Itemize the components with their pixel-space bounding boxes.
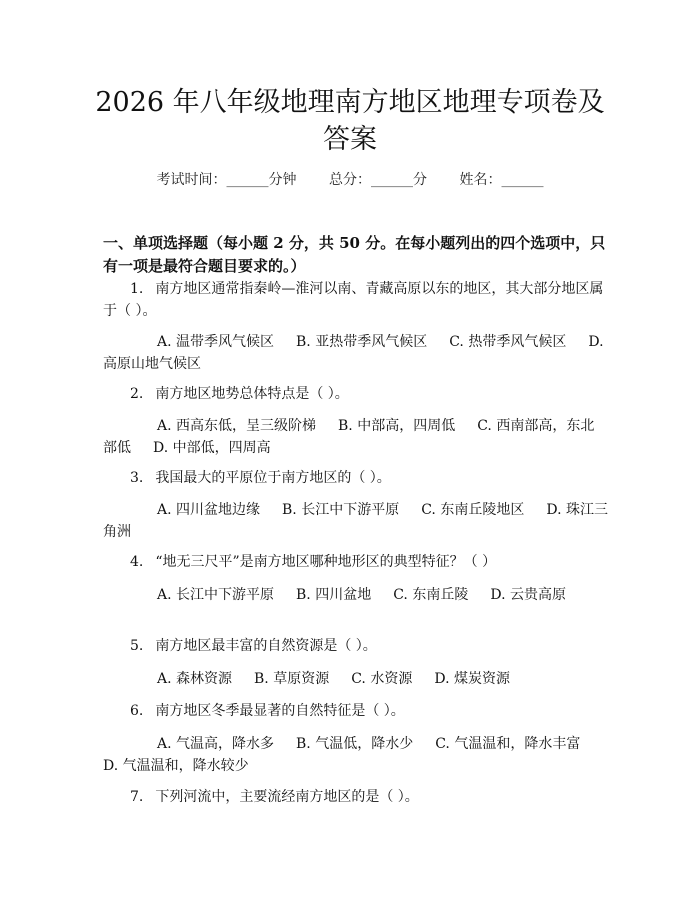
exam-meta [0,169,700,189]
question-number: 5. [130,638,144,654]
question-number: 1. [130,281,144,297]
option-b: B. 草原资源 [254,671,330,687]
option-a: A. 四川盆地边缘 [157,502,261,518]
question-text: 下列河流中，主要流经南方地区的是（ ）。 [155,789,419,805]
question-6 [103,700,608,722]
question-4-options [103,584,608,606]
question-5 [103,635,608,657]
option-b: B. 四川盆地 [296,587,372,603]
question-2 [103,383,608,405]
question-text: 南方地区冬季最显著的自然特征是（ ）。 [155,703,405,719]
question-text: 南方地区通常指秦岭—淮河以南、青藏高原以东的地区，其大部分地区属于（ ）。 [103,281,604,319]
exam-time: 考试时间：______分钟 [156,172,297,188]
question-number: 7. [130,789,144,805]
question-number: 3. [130,470,144,486]
option-c: C. 热带季风气候区 [449,334,567,350]
option-a: A. 温带季风气候区 [157,334,275,350]
option-b: B. 亚热带季风气候区 [296,334,428,350]
question-5-options [103,668,608,690]
option-a: A. 西高东低，呈三级阶梯 [157,418,317,434]
question-number: 6. [130,703,144,719]
option-d: D. 中部低，四周高 [153,440,271,456]
question-3-options [103,499,608,543]
option-b: B. 气温低，降水少 [296,736,414,752]
question-1-options [103,331,608,375]
option-d: D. 煤炭资源 [434,671,510,687]
option-c: C. 东南丘陵 [393,587,469,603]
question-text: “地无三尺平”是南方地区哪种地形区的典型特征？（ ） [155,554,497,570]
option-d: D. 高原山地气候区 [103,334,604,372]
student-name: 姓名：______ [459,172,544,188]
option-c: C. 东南丘陵地区 [421,502,525,518]
option-d: D. 气温温和，降水较少 [103,758,249,774]
page-title: 2026 年八年级地理南方地区地理专项卷及答案 [95,87,605,155]
question-number: 2. [130,386,144,402]
option-a: A. 森林资源 [157,671,233,687]
question-6-options [103,733,608,777]
option-c: C. 水资源 [351,671,413,687]
option-c: C. 西南部高，东北部低 [103,418,595,456]
question-2-options [103,415,608,459]
question-7 [103,786,608,808]
option-c: C. 气温温和，降水丰富 [435,736,581,752]
option-d: D. 云贵高原 [490,587,566,603]
question-text: 南方地区地势总体特点是（ ）。 [155,386,349,402]
option-a: A. 气温高，降水多 [157,736,275,752]
question-1 [103,278,608,322]
question-text: 南方地区最丰富的自然资源是（ ）。 [155,638,377,654]
option-a: A. 长江中下游平原 [157,587,275,603]
option-b: B. 长江中下游平原 [282,502,400,518]
section-heading: 一、单项选择题（每小题 2 分，共 50 分。在每小题列出的四个选项中，只有一项是最符合题目要求的。） [103,234,606,275]
question-text: 我国最大的平原位于南方地区的（ ）。 [155,470,391,486]
question-3 [103,467,608,489]
option-d: D. 珠江三角洲 [103,502,608,540]
option-b: B. 中部高，四周低 [338,418,456,434]
question-number: 4. [130,554,144,570]
exam-total-score: 总分：______分 [329,172,427,188]
question-4 [103,551,608,573]
